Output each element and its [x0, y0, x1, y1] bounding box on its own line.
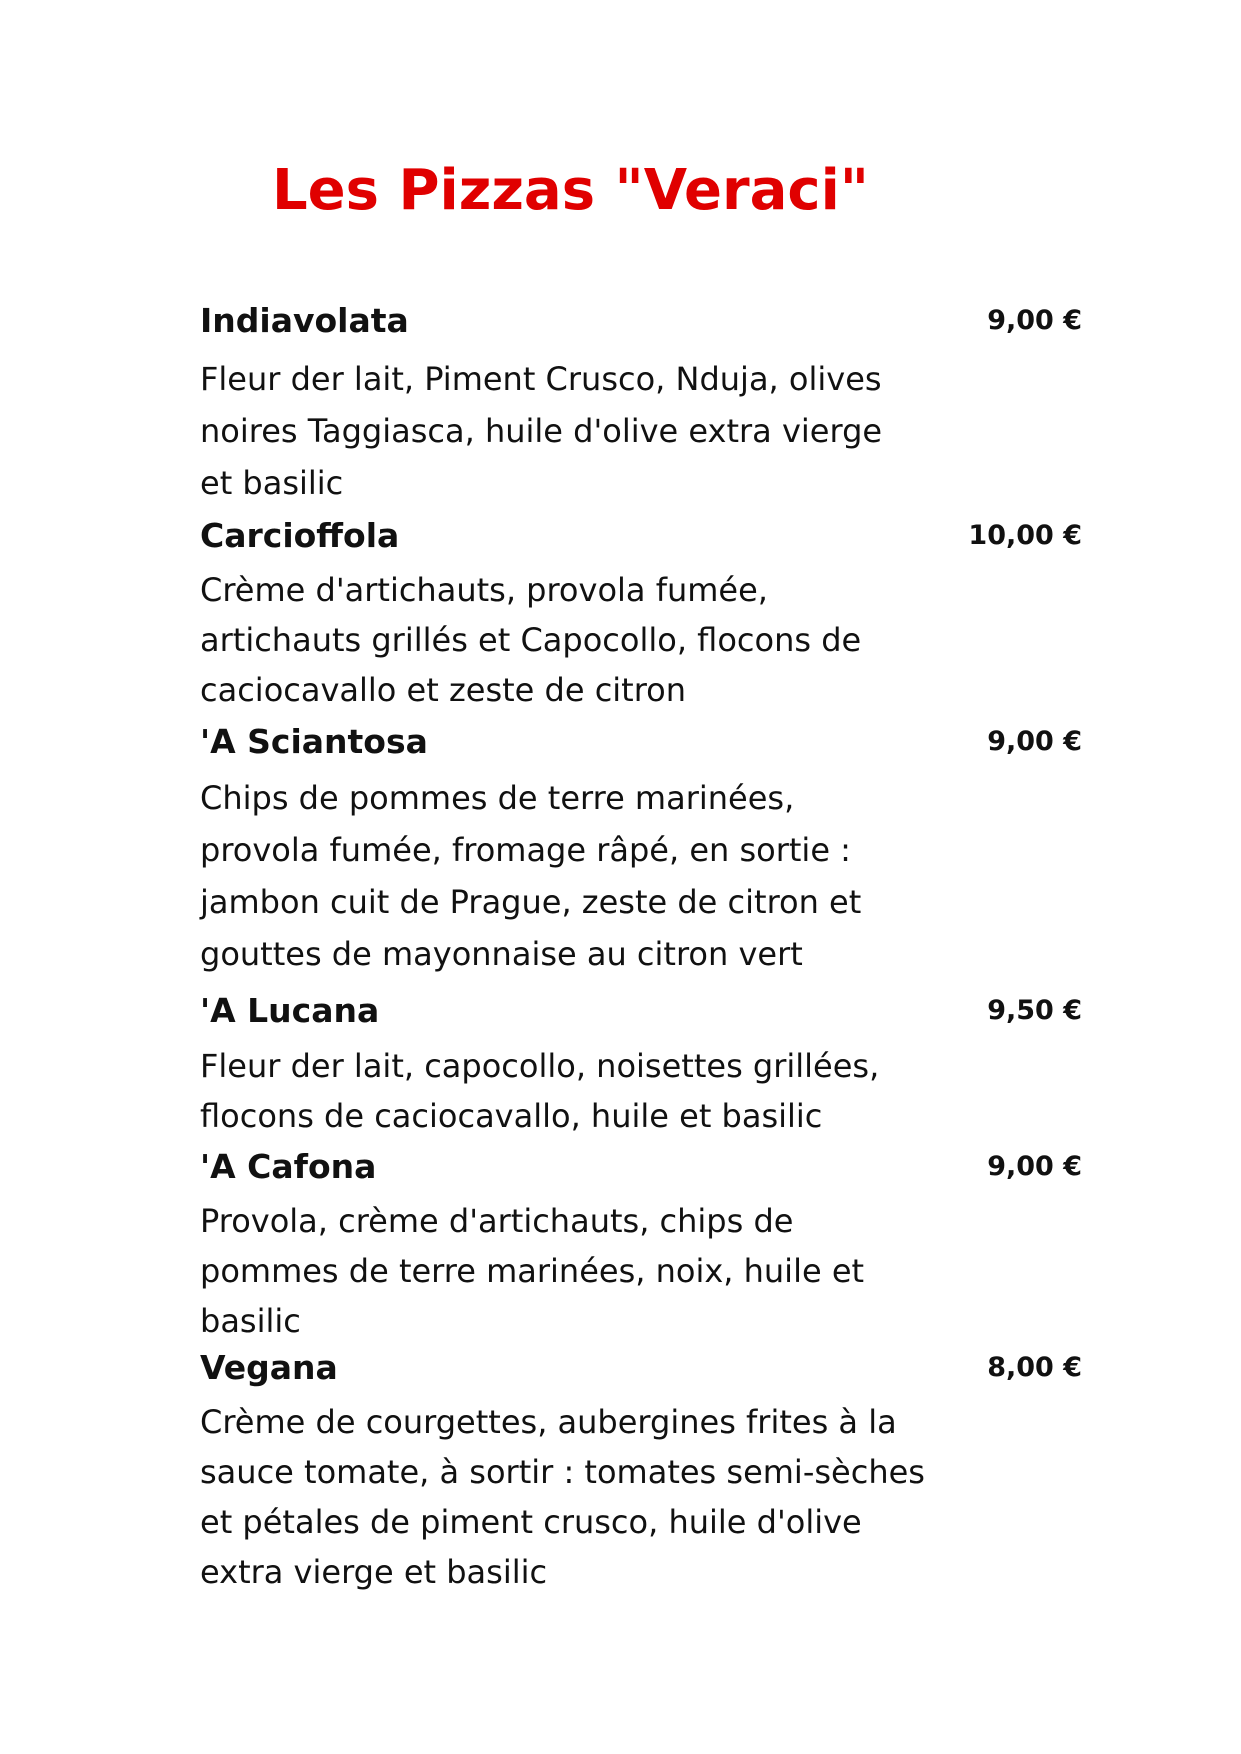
item-price: 8,00 € — [987, 1352, 1082, 1383]
item-price: 9,00 € — [987, 726, 1082, 757]
item-name: Carcioffola — [200, 516, 400, 555]
description-line: noires Taggiasca, huile d'olive extra vierge — [200, 412, 883, 450]
description-line: Fleur der lait, capocollo, noisettes grillées, — [200, 1047, 880, 1085]
description-line: extra vierge et basilic — [200, 1553, 548, 1591]
description-line: basilic — [200, 1302, 301, 1340]
item-price: 10,00 € — [968, 520, 1082, 551]
description-line: flocons de caciocavallo, huile et basilic — [200, 1097, 823, 1135]
description-line: provola fumée, fromage râpé, en sortie : — [200, 831, 851, 869]
item-price: 9,50 € — [987, 995, 1082, 1026]
description-line: Provola, crème d'artichauts, chips de — [200, 1202, 794, 1240]
description-line: gouttes de mayonnaise au citron vert — [200, 935, 803, 973]
description-line: et basilic — [200, 464, 344, 502]
description-line: artichauts grillés et Capocollo, flocons de — [200, 621, 862, 659]
description-line: Crème de courgettes, aubergines frites à la — [200, 1403, 897, 1441]
item-price: 9,00 € — [987, 305, 1082, 336]
page-title: Les Pizzas "Veraci" — [272, 158, 869, 223]
item-price: 9,00 € — [987, 1151, 1082, 1182]
description-line: caciocavallo et zeste de citron — [200, 671, 687, 709]
item-name: Indiavolata — [200, 301, 409, 340]
description-line: Fleur der lait, Piment Crusco, Nduja, olives — [200, 360, 882, 398]
description-line: pommes de terre marinées, noix, huile et — [200, 1252, 865, 1290]
item-name: 'A Sciantosa — [200, 722, 428, 761]
item-name: Vegana — [200, 1348, 338, 1387]
description-line: sauce tomate, à sortir : tomates semi-sèches — [200, 1453, 925, 1491]
description-line: et pétales de piment crusco, huile d'olive — [200, 1503, 862, 1541]
item-name: 'A Lucana — [200, 991, 380, 1030]
description-line: Crème d'artichauts, provola fumée, — [200, 571, 768, 609]
item-name: 'A Cafona — [200, 1147, 377, 1186]
description-line: Chips de pommes de terre marinées, — [200, 779, 795, 817]
description-line: jambon cuit de Prague, zeste de citron et — [200, 883, 862, 921]
